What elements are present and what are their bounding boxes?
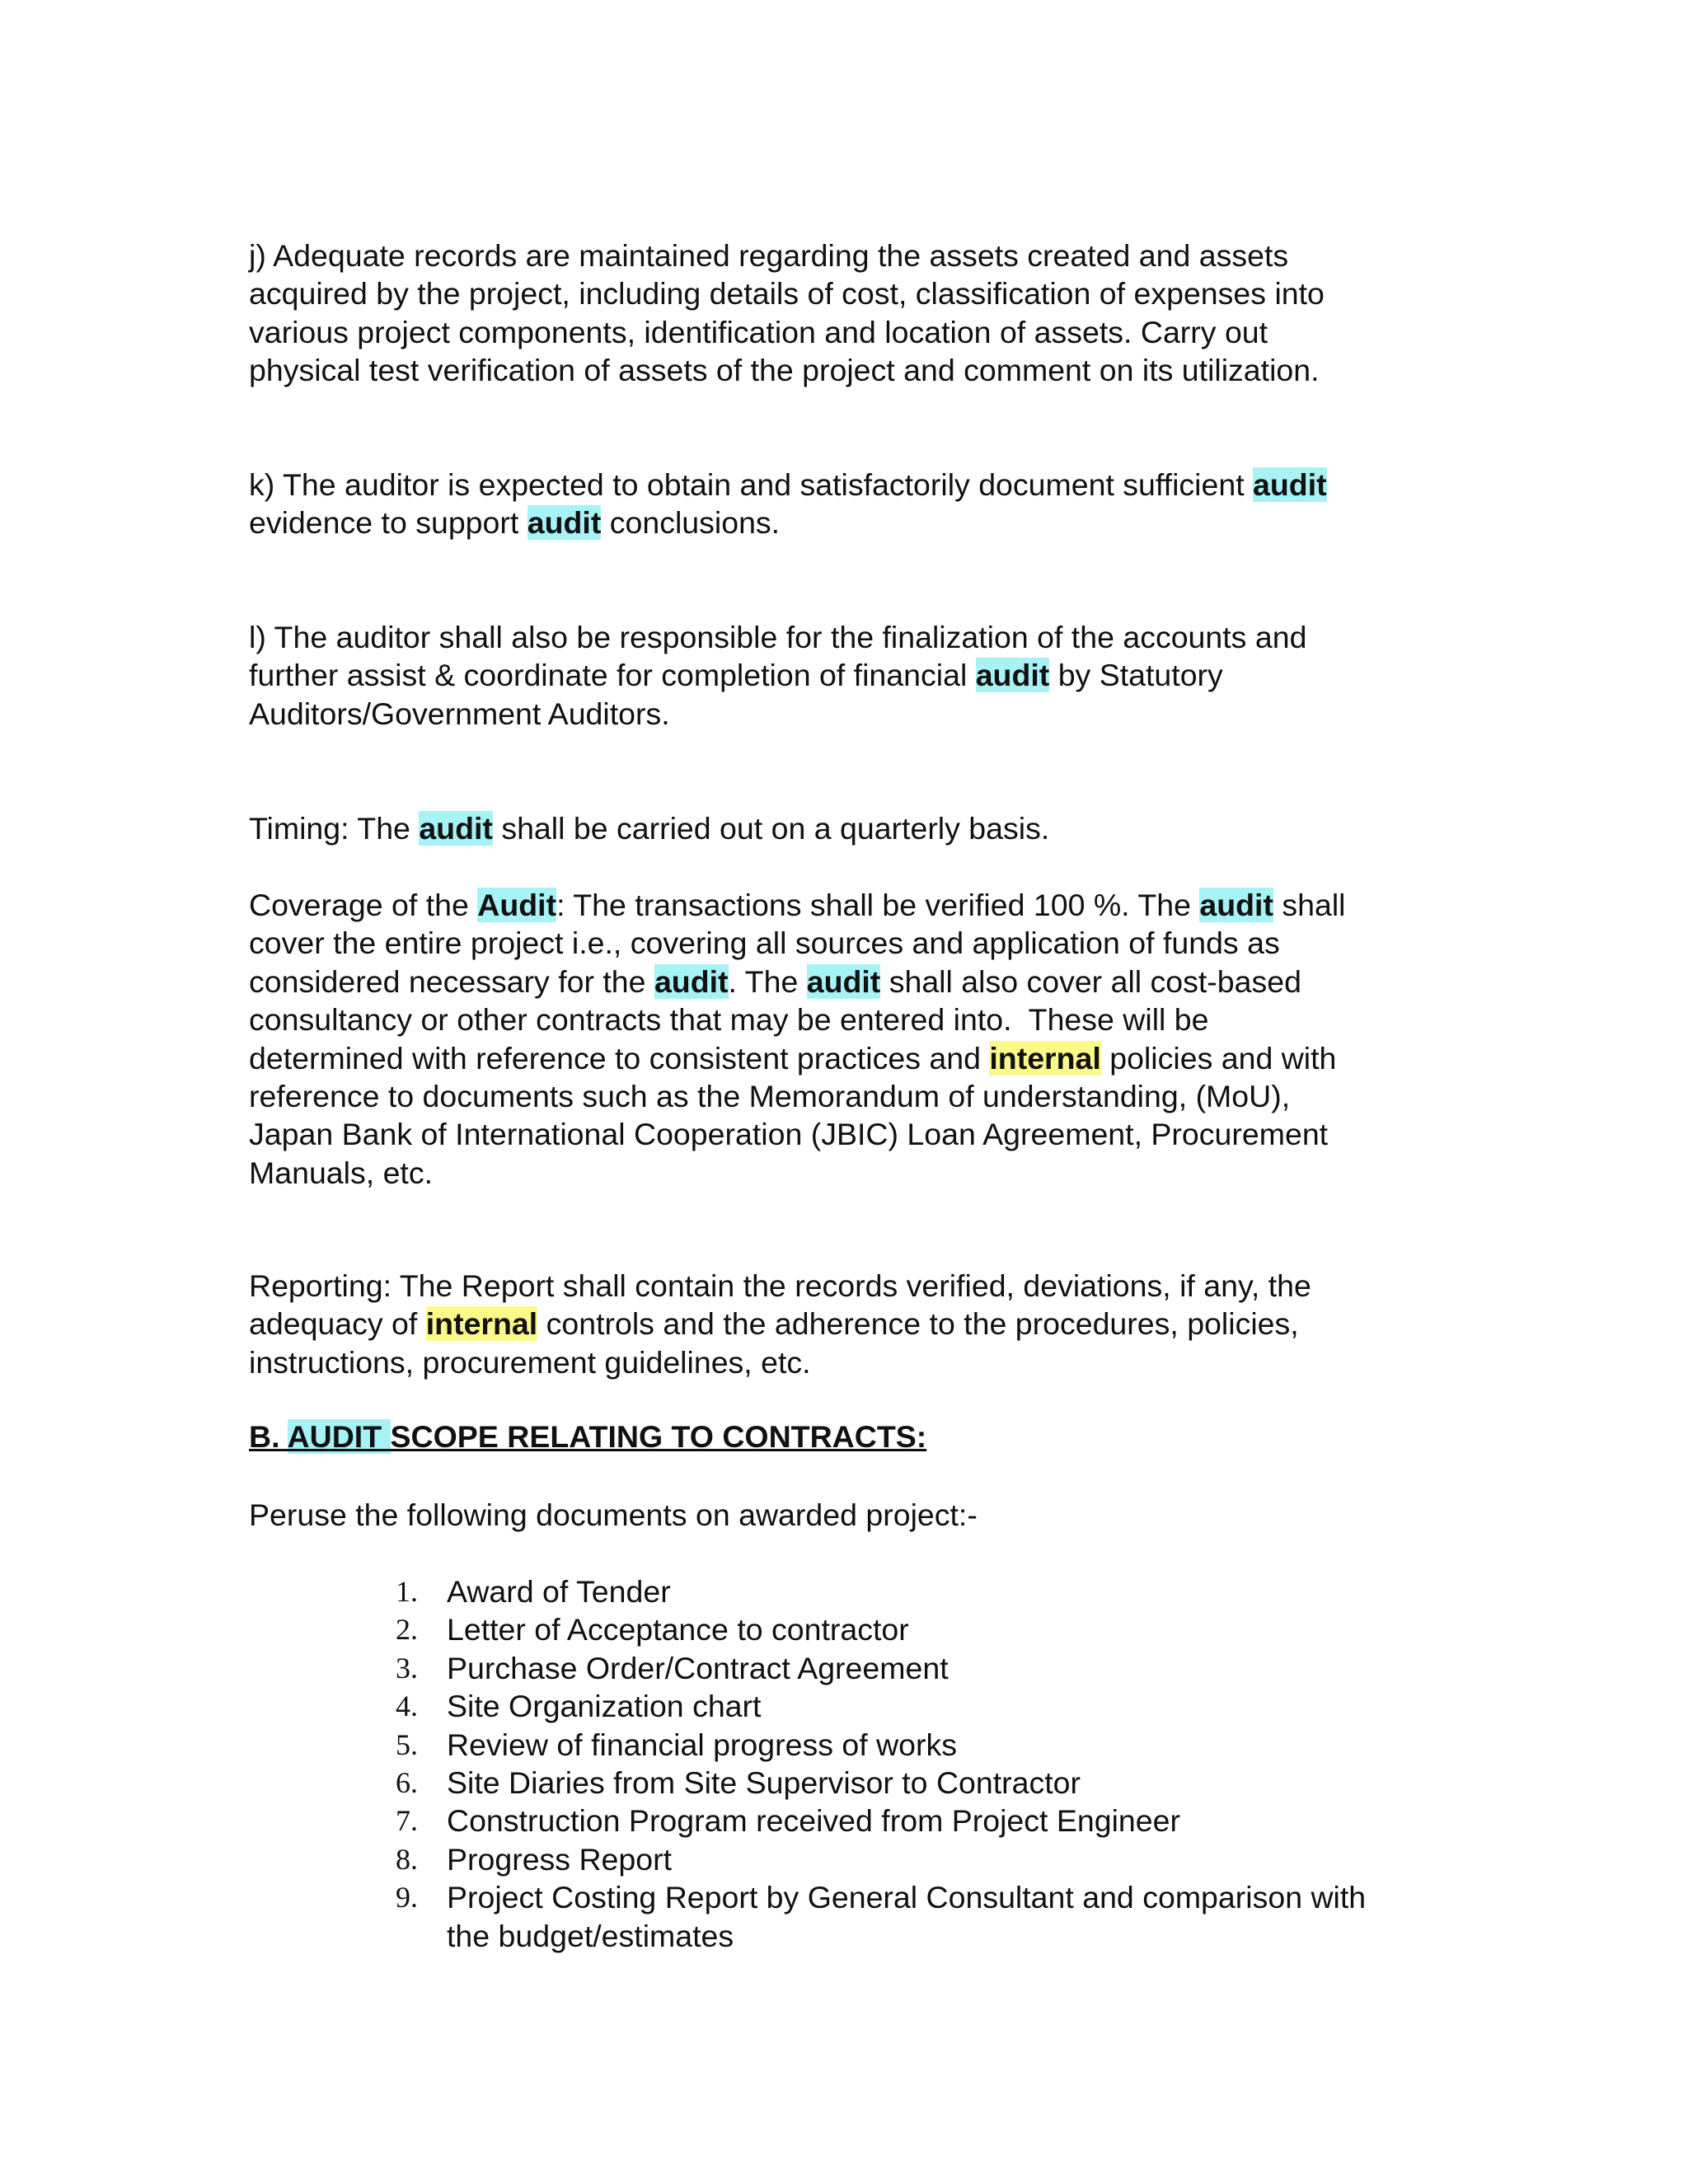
list-item (0, 1764, 1688, 1802)
text-run: considered necessary for the (249, 963, 654, 999)
paragraph-coverage (249, 886, 1469, 1192)
paragraph-line (249, 466, 1469, 504)
paragraph-line: acquired by the project, including details of cost, classification of expenses into (249, 276, 1325, 312)
text-run: controls and the adherence to the procedures, policies, (537, 1306, 1299, 1342)
heading-prefix: B. (249, 1419, 288, 1454)
highlight-audit: audit (654, 963, 729, 999)
paragraph-k (249, 466, 1469, 542)
list-item (0, 1687, 1688, 1725)
heading-text: SCOPE RELATING TO CONTRACTS: (390, 1419, 927, 1454)
list-item (0, 1610, 1688, 1648)
paragraph-l (249, 618, 1469, 733)
paragraph-line: consultancy or other contracts that may be entered into. These will be (249, 1002, 1209, 1038)
text-run: . The (728, 963, 807, 999)
text-run: shall (1273, 888, 1346, 922)
highlight-audit: audit (419, 811, 493, 846)
list-item-text: the budget/estimates (447, 1918, 734, 1953)
list-number: 9. (396, 1881, 418, 1915)
paragraph-line: physical test verification of assets of the project and comment on its utilization. (249, 353, 1320, 388)
list-item (0, 1572, 1688, 1610)
list-number: 2. (396, 1613, 418, 1647)
list-item-text: Letter of Acceptance to contractor (447, 1612, 909, 1647)
text-run: conclusions. (601, 505, 781, 541)
text-run: Coverage of the (249, 888, 478, 922)
text-run: policies and with (1100, 1040, 1337, 1076)
paragraph-line (249, 886, 1469, 924)
list-number: 4. (396, 1690, 418, 1723)
paragraph-timing (249, 809, 1469, 847)
paragraph-line: Japan Bank of International Cooperation (JBIC) Loan Agreement, Procurement (249, 1117, 1329, 1152)
text-run: : The transactions shall be verified 100 %. The (556, 888, 1200, 922)
highlight-audit: audit (1253, 467, 1327, 502)
paragraph-line (249, 1039, 1469, 1077)
highlight-audit: audit (527, 505, 602, 541)
document-list (0, 1572, 1688, 1955)
paragraph-line: cover the entire project i.e., covering all sources and application of funds as (249, 926, 1280, 961)
intro-paragraph (249, 1496, 1469, 1534)
paragraph-line: Reporting: The Report shall contain the records verified, deviations, if any, the (249, 1268, 1311, 1303)
paragraph-line: j) Adequate records are maintained regarding the assets created and assets (249, 238, 1289, 273)
list-item-text: Construction Program received from Project Engineer (447, 1803, 1180, 1839)
text-run: shall be carried out on a quarterly basis. (492, 811, 1050, 846)
paragraph-line (249, 963, 1469, 1001)
paragraph-line (249, 504, 1469, 541)
list-number: 6. (396, 1766, 418, 1800)
highlight-audit: AUDIT (287, 1419, 391, 1454)
paragraph-line: Auditors/Government Auditors. (249, 696, 670, 731)
paragraph-line (249, 809, 1469, 847)
list-number: 8. (396, 1842, 418, 1876)
section-heading (249, 1418, 926, 1455)
text-run: by Statutory (1049, 658, 1223, 693)
highlight-audit: audit (975, 658, 1050, 693)
text-run: further assist & coordinate for completion of financial (249, 658, 976, 693)
paragraph-line: Peruse the following documents on awarded project:- (249, 1497, 978, 1532)
paragraph-line (249, 1305, 1469, 1343)
list-number: 7. (396, 1804, 418, 1838)
highlight-internal: internal (989, 1040, 1101, 1076)
text-run: k) The auditor is expected to obtain and satisfactorily document sufficient (249, 467, 1254, 502)
list-item-text: Purchase Order/Contract Agreement (447, 1650, 949, 1685)
list-item-text: Site Diaries from Site Supervisor to Contractor (447, 1765, 1081, 1801)
text-run: determined with reference to consistent practices and (249, 1040, 990, 1076)
paragraph-reporting (249, 1267, 1469, 1381)
text-run: shall also cover all cost-based (880, 963, 1301, 999)
list-item (0, 1878, 1688, 1955)
list-item (0, 1649, 1688, 1687)
paragraph-j (249, 237, 1469, 390)
list-item (0, 1802, 1688, 1840)
list-item-text: Project Costing Report by General Consultant and comparison with (447, 1880, 1367, 1915)
list-number: 5. (396, 1727, 418, 1761)
list-number: 3. (396, 1651, 418, 1685)
text-run: Timing: The (249, 811, 420, 846)
list-item-text: Review of financial progress of works (447, 1727, 958, 1762)
paragraph-line: reference to documents such as the Memorandum of understanding, (MoU), (249, 1079, 1291, 1114)
highlight-internal: internal (425, 1306, 538, 1342)
paragraph-line: l) The auditor shall also be responsible for the finalization of the accounts and (249, 620, 1307, 654)
paragraph-line: instructions, procurement guidelines, etc. (249, 1344, 811, 1380)
list-item-text: Site Organization chart (447, 1689, 762, 1724)
list-item (0, 1726, 1688, 1764)
paragraph-line (249, 656, 1469, 694)
highlight-audit: Audit (477, 888, 557, 922)
list-item (0, 1840, 1688, 1878)
list-item-text: Progress Report (447, 1841, 673, 1877)
highlight-audit: audit (806, 963, 881, 999)
text-run: evidence to support (249, 505, 528, 541)
list-item-text: Award of Tender (447, 1574, 671, 1609)
list-number: 1. (396, 1575, 418, 1608)
paragraph-line: Manuals, etc. (249, 1155, 434, 1190)
text-run: adequacy of (249, 1306, 426, 1342)
paragraph-line: various project components, identification and location of assets. Carry out (249, 314, 1268, 349)
highlight-audit: audit (1199, 888, 1273, 922)
